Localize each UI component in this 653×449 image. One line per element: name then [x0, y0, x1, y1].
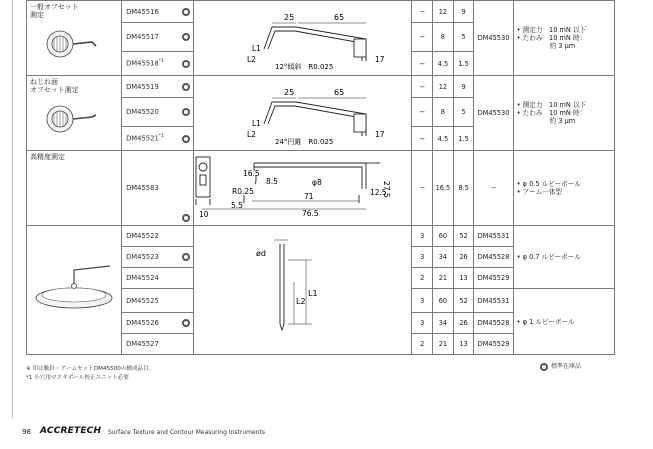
dash-cell: − — [412, 151, 433, 226]
dim-76-5: 76.5 — [302, 209, 320, 218]
dim-25: 25 — [284, 13, 295, 22]
tip-spec: 12°傾斜 R0.025 — [275, 63, 334, 71]
stylus-head-illustration — [30, 22, 114, 62]
value-cell: 8 — [433, 23, 454, 52]
value-cell: 21 — [433, 334, 454, 355]
category-label: 高精度測定 — [30, 153, 65, 161]
table-row — [27, 226, 615, 247]
value-cell: 52 — [453, 226, 474, 247]
value-cell: 4.5 — [433, 127, 454, 151]
model-cell: DM45527 — [122, 334, 194, 355]
model-cell: DM45583 — [122, 151, 194, 226]
margin-line — [12, 0, 13, 418]
value-cell: 26 — [453, 313, 474, 334]
value-cell: 5 — [453, 98, 474, 127]
dash-cell: − — [412, 127, 433, 151]
arm-ref-cell: DM45531 — [474, 289, 513, 313]
note-line: • φ 0.5 ルビーボール — [516, 180, 581, 188]
spec-note: • φ 1 ルビーボール — [513, 289, 614, 355]
value-cell: 26 — [453, 247, 474, 268]
value-cell: 13 — [453, 334, 474, 355]
stock-icon — [182, 214, 190, 222]
value-cell: 3 — [412, 289, 433, 313]
dim-r0-25: R0.25 — [232, 187, 255, 196]
brand-logo: ACCRETECH — [40, 426, 102, 436]
dash-cell: − — [412, 52, 433, 76]
value-cell: 2 — [412, 268, 433, 289]
value-cell: 13 — [453, 268, 474, 289]
model-cell: DM45524 — [122, 268, 194, 289]
stock-icon — [182, 253, 190, 261]
dim-71: 71 — [304, 192, 314, 201]
stock-icon — [540, 363, 548, 371]
dim-17: 17 — [375, 130, 385, 139]
dim-27-5: 27.5 — [382, 181, 392, 198]
dim-l1: L1 — [252, 44, 262, 53]
spec-note — [513, 1, 614, 76]
ruby-stylus-drawing — [194, 226, 412, 355]
value-cell: 34 — [433, 247, 454, 268]
value-cell: 9 — [453, 1, 474, 23]
arm-ref-cell: − — [474, 151, 513, 226]
stock-legend — [540, 361, 581, 371]
spec-note — [513, 76, 614, 151]
dim-5-5: 5.5 — [231, 201, 244, 210]
note-line: • アーム一体型 — [516, 188, 563, 196]
value-cell: 12 — [433, 1, 454, 23]
offset-arm-svg — [194, 1, 405, 73]
value-cell: 16.5 — [433, 151, 454, 226]
value-cell: 5 — [453, 23, 474, 52]
model-cell: DM45521$^{*1}$ — [122, 127, 194, 151]
value-cell: 9 — [453, 76, 474, 98]
dash-cell: − — [412, 1, 433, 23]
model-cell: DM45518$^{*1}$ — [122, 52, 194, 76]
stock-icon — [182, 135, 190, 143]
ruby-stylus-svg — [194, 226, 405, 352]
dim-16-5: 16.5 — [243, 169, 261, 178]
note-line: • 測定力 10 mN 以下 — [516, 101, 587, 109]
value-cell: 3 — [412, 313, 433, 334]
value-cell: 1.5 — [453, 127, 474, 151]
note-line: 約 3 μm — [516, 117, 576, 125]
category-precision — [27, 151, 122, 226]
page-number: 98 — [22, 428, 31, 436]
value-cell: 60 — [433, 289, 454, 313]
model-cell: DM45520 — [122, 98, 194, 127]
value-cell: 21 — [433, 268, 454, 289]
table-row — [27, 151, 615, 226]
dash-cell: − — [412, 76, 433, 98]
stylus-table — [26, 0, 615, 355]
value-cell: 12 — [433, 76, 454, 98]
dim-12-5: 12.5 — [370, 188, 388, 197]
spec-note — [513, 151, 614, 226]
dim-8-5: 8.5 — [266, 177, 279, 186]
arm-ref-cell: DM45528 — [474, 247, 513, 268]
twist-arm-drawing — [194, 76, 412, 151]
dim-l1: L1 — [252, 119, 262, 128]
arm-ref-cell: DM45529 — [474, 268, 513, 289]
dim-phid: ød — [256, 249, 267, 258]
model-cell: DM45519 — [122, 76, 194, 98]
note-line: • 測定力 10 mN 以下 — [516, 26, 587, 34]
value-cell: 3 — [412, 226, 433, 247]
category-label: 一般オフセット 測定 — [30, 3, 79, 19]
table-row — [27, 76, 615, 98]
precision-arm-svg — [194, 151, 405, 223]
arm-ref-cell: DM45530 — [474, 1, 513, 76]
stock-icon — [182, 319, 190, 327]
value-cell: 8 — [433, 98, 454, 127]
category-ruby — [27, 226, 122, 355]
category-twist — [27, 76, 122, 151]
model-cell: DM45526 — [122, 313, 194, 334]
model-cell: DM45517 — [122, 23, 194, 52]
model-cell: DM45516 — [122, 1, 194, 23]
dim-17: 17 — [375, 55, 385, 64]
dash-cell: − — [412, 23, 433, 52]
value-cell: 34 — [433, 313, 454, 334]
arm-ref-cell: DM45528 — [474, 313, 513, 334]
category-label: ねじれ面 オフセット測定 — [30, 78, 79, 94]
model-cell: DM45523 — [122, 247, 194, 268]
model-cell: DM45525 — [122, 289, 194, 313]
footnote-1: ※ 印は触針・アームセットDM45500の構成品目。 — [26, 366, 155, 372]
footnote-2: *1 小穴用マスタボール校正ユニット必要 — [26, 375, 129, 381]
note-line: • たわみ 10 mN 時： — [516, 34, 587, 42]
value-cell: 8.5 — [453, 151, 474, 226]
value-cell: 1.5 — [453, 52, 474, 76]
twist-arm-svg — [194, 76, 405, 148]
category-offset — [27, 1, 122, 76]
dim-10: 10 — [199, 210, 209, 219]
stock-icon — [182, 108, 190, 116]
arm-ref-cell: DM45529 — [474, 334, 513, 355]
note-line: • たわみ 10 mN 時： — [516, 109, 587, 117]
dim-65: 65 — [334, 88, 345, 97]
value-cell: 60 — [433, 226, 454, 247]
dim-l2: L2 — [247, 130, 257, 139]
precision-arm-drawing — [194, 151, 412, 226]
dim-l1: L1 — [308, 289, 318, 298]
dash-cell: − — [412, 98, 433, 127]
value-cell: 3 — [412, 247, 433, 268]
stock-icon — [182, 8, 190, 16]
offset-arm-drawing — [194, 1, 412, 76]
dim-l2: L2 — [247, 55, 257, 64]
spec-note: • φ 0.7 ルビーボール — [513, 226, 614, 289]
value-cell: 4.5 — [433, 52, 454, 76]
value-cell: 2 — [412, 334, 433, 355]
dim-25: 25 — [284, 88, 295, 97]
stock-icon — [182, 33, 190, 41]
tip-spec: 24°円錐 R0.025 — [275, 138, 334, 146]
footer-subtitle: Surface Texture and Contour Measuring Instruments — [108, 429, 265, 436]
dim-65: 65 — [334, 13, 345, 22]
stock-icon — [182, 83, 190, 91]
value-cell: 52 — [453, 289, 474, 313]
model-cell: DM45522 — [122, 226, 194, 247]
dim-l2: L2 — [296, 297, 306, 306]
stylus-head-illustration — [30, 97, 114, 137]
ruby-stylus-illustration — [30, 258, 116, 318]
arm-ref-cell: DM45531 — [474, 226, 513, 247]
arm-ref-cell: DM45530 — [474, 76, 513, 151]
stock-icon — [182, 60, 190, 68]
dim-phi8: φ8 — [312, 178, 323, 187]
table-row — [27, 1, 615, 23]
legend-label: 標準在庫品 — [551, 363, 582, 370]
note-line: 約 3 μm — [516, 42, 576, 50]
